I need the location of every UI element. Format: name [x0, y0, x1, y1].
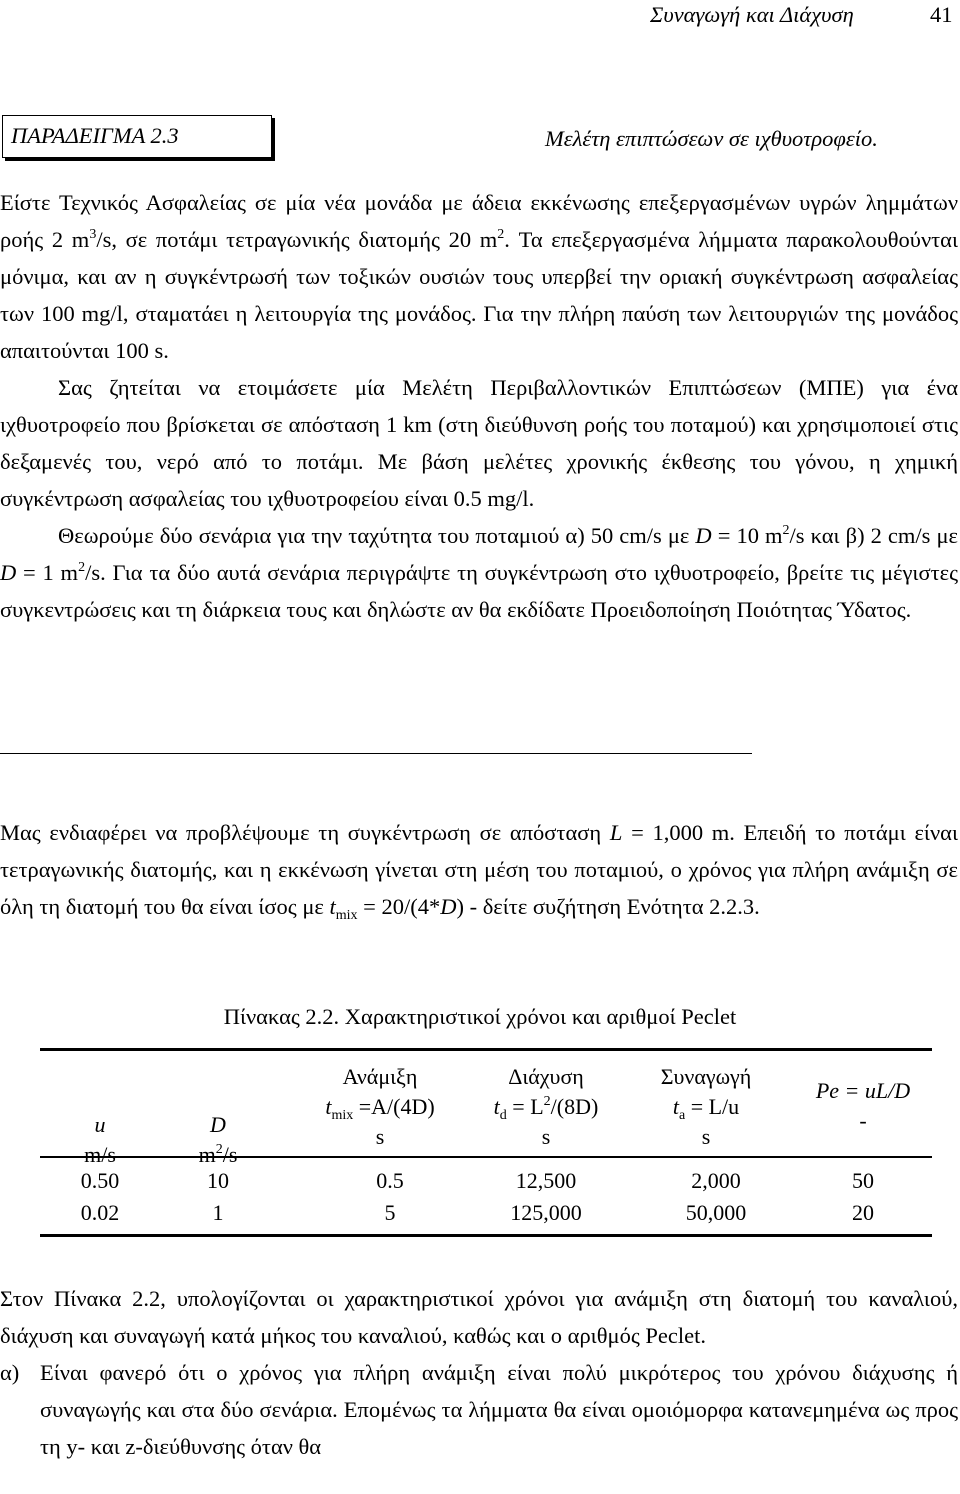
page-number: 41	[930, 2, 953, 27]
p1-sup-2: 2	[497, 227, 505, 242]
th-advection-t: t	[672, 1094, 679, 1119]
p4-text-1: Μας ενδιαφέρει να προβλέψουμε τη συγκέντρωση σε απόσταση	[0, 820, 610, 845]
th-peclet-unit: -	[859, 1108, 867, 1133]
cell-ta: 50,000	[685, 1200, 747, 1225]
table-header-rule	[40, 1156, 932, 1158]
th-mixing-formula: =A/(4D)	[353, 1094, 435, 1119]
th-diffusion-sup: 2	[543, 1094, 551, 1109]
p3-text-4: = 1 m	[16, 560, 79, 585]
p3-text-5: /s. Για τα δύο αυτά σενάρια περιγράψτε τη συγκέντρωση στο ιχθυοτροφείο, βρείτε τις μέγιστες συγκεντρώσεις και τη διάρκεια τους και δηλώστε αν θα εκδίδατε Προειδοποίηση Ποιότητας Ύδατος.	[0, 560, 958, 622]
example-subtitle: Μελέτη επιπτώσεων σε ιχθυοτροφείο.	[545, 126, 878, 151]
th-advection	[616, 1062, 796, 1152]
table-bottom-rule	[40, 1234, 932, 1237]
p1-text-2: /s, σε ποτάμι τετραγωνικής διατομής 20 m	[96, 227, 498, 252]
cell-td: 12,500	[515, 1168, 577, 1193]
th-diffusion-formula-2: /(8D)	[550, 1094, 599, 1119]
cell-u: 0.02	[80, 1200, 120, 1225]
th-diffusion-sub: d	[499, 1108, 507, 1123]
cell-ta: 2,000	[691, 1168, 741, 1193]
th-d-unit-sup: 2	[215, 1142, 223, 1157]
cell-d: 1	[212, 1200, 224, 1225]
th-d-symbol: D	[210, 1112, 226, 1137]
th-advection-sub: a	[678, 1108, 686, 1123]
paragraph-4	[0, 814, 958, 925]
cell-tmix: 5	[384, 1200, 396, 1225]
paragraph-5: Στον Πίνακα 2.2, υπολογίζονται οι χαρακτηριστικοί χρόνοι για ανάμιξη στη διατομή του καναλιού, διάχυση και συναγωγή κατά μήκος του καναλιού, καθώς και ο αριθμός Peclet.	[0, 1286, 958, 1348]
example-label: ΠΑΡΑΔΕΙΓΜΑ 2.3	[11, 123, 179, 148]
solution-intro	[0, 814, 958, 925]
th-diffusion-unit: s	[541, 1124, 551, 1149]
p3-text-2: = 10 m	[711, 523, 783, 548]
p3-sup-2: 2	[78, 560, 86, 575]
p3-d-2: D	[0, 560, 17, 585]
list-marker-a: α)	[0, 1360, 20, 1385]
section-divider	[0, 753, 752, 754]
th-u	[40, 1110, 160, 1170]
cell-pe: 50	[852, 1168, 874, 1193]
p1-sup-1: 3	[89, 227, 97, 242]
th-peclet-formula: Pe = uL/D	[815, 1078, 911, 1103]
th-mixing-sub: mix	[331, 1108, 354, 1123]
th-advection-unit: s	[701, 1124, 711, 1149]
running-title: Συναγωγή και Διάχυση	[650, 2, 854, 27]
p4-d: D	[440, 894, 457, 919]
example-label-box	[2, 115, 272, 158]
paragraph-3	[0, 517, 958, 628]
table-row	[40, 1198, 932, 1228]
p3-d-1: D	[695, 523, 712, 548]
paragraph-1	[0, 184, 958, 369]
th-d	[158, 1110, 278, 1170]
th-mixing-unit: s	[375, 1124, 385, 1149]
th-mixing	[290, 1062, 470, 1152]
th-peclet	[778, 1076, 948, 1136]
problem-statement	[0, 184, 958, 628]
th-mixing-title: Ανάμιξη	[342, 1064, 418, 1089]
p1-text-3: . Τα επεξεργασμένα λήμματα παρακολουθούνται μόνιμα, και αν η συγκέντρωσή των τοξικών ουσιών τους υπερβεί την οριακή συγκέντρωση ασφαλείας των 100 mg/l, σταματάει η λειτουργία της μονάδος. Για την πλήρη παύση των λειτουργιών της μονάδος απαιτούνται 100 s.	[0, 227, 958, 363]
th-mixing-t: t	[325, 1094, 332, 1119]
p3-text-1: Θεωρούμε δύο σενάρια για την ταχύτητα του ποταμιού α) 50 cm/s με	[58, 523, 696, 548]
th-u-symbol: u	[94, 1112, 106, 1137]
list-item-a	[0, 1354, 958, 1465]
p4-t: t	[329, 894, 336, 919]
table-caption: Πίνακας 2.2. Χαρακτηριστικοί χρόνοι και αριθμοί Peclet	[223, 1004, 737, 1029]
table-top-rule	[40, 1048, 932, 1051]
p4-text-3: = 20/(4*	[357, 894, 441, 919]
cell-pe: 20	[852, 1200, 874, 1225]
th-d-unit-2: /s	[222, 1142, 238, 1167]
p3-text-3: /s και β) 2 cm/s με	[789, 523, 958, 548]
cell-tmix: 0.5	[376, 1168, 404, 1193]
paragraph-2: Σας ζητείται να ετοιμάσετε μία Μελέτη Περιβαλλοντικών Επιπτώσεων (ΜΠΕ) για ένα ιχθυοτροφείο που βρίσκεται σε απόσταση 1 km (στη διεύθυνση ροής του ποταμού) και χρησιμοποιεί στις δεξαμενές του, νερό από το ποτάμι. Με βάση μελέτες χρονικής έκθεσης του γόνου, η χημική συγκέντρωση ασφαλείας του ιχθυοτροφείου είναι 0.5 mg/l.	[0, 375, 958, 511]
p1-text-1: Είστε Τεχνικός Ασφαλείας σε μία νέα μονάδα με άδεια εκκένωσης επεξεργασμένων υγρών λημμάτων ροής 2 m	[0, 190, 958, 252]
p4-text-2: = 1,000 m. Επειδή το ποτάμι είναι τετραγωνικής διατομής, και η εκκένωση γίνεται στη μέση του ποταμιού, ο χρόνος για πλήρη ανάμιξη σε όλη τη διατομή του θα είναι ίσος με	[0, 820, 959, 919]
th-diffusion-t: t	[493, 1094, 500, 1119]
th-advection-formula: = L/u	[685, 1094, 740, 1119]
solution-body	[0, 1280, 958, 1465]
cell-d: 10	[207, 1168, 229, 1193]
paragraph-6: Είναι φανερό ότι ο χρόνος για πλήρη ανάμιξη είναι πολύ μικρότερος του χρόνου διάχυσης ή συναγωγής και στα δύο σενάρια. Επομένως τα λήμματα θα είναι ομοιόμορφα κατανεμημένα ως προς τη y- και z-διεύθυνσης όταν θα	[40, 1360, 958, 1459]
p4-l: L	[609, 820, 623, 845]
th-advection-title: Συναγωγή	[660, 1064, 752, 1089]
p3-sup-1: 2	[782, 523, 790, 538]
th-diffusion-formula-1: = L	[506, 1094, 544, 1119]
p4-sub: mix	[335, 908, 358, 923]
cell-td: 125,000	[510, 1200, 582, 1225]
th-d-unit-1: m	[198, 1142, 216, 1167]
running-header	[0, 0, 960, 34]
cell-u: 0.50	[80, 1168, 120, 1193]
table-row	[40, 1166, 932, 1196]
p4-text-4: ) - δείτε συζήτηση Ενότητα 2.2.3.	[456, 894, 760, 919]
th-diffusion	[456, 1062, 636, 1152]
th-u-unit: m/s	[84, 1142, 116, 1167]
th-diffusion-title: Διάχυση	[508, 1064, 584, 1089]
